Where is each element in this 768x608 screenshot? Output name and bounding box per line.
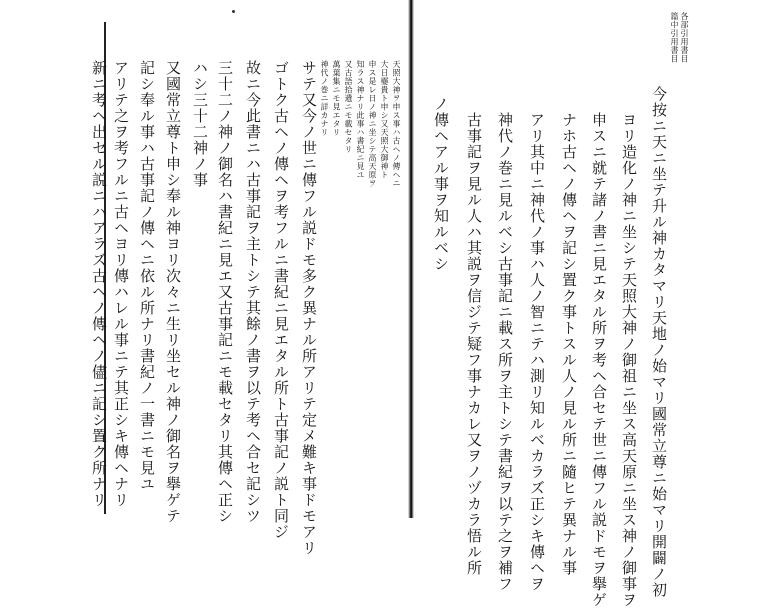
right-page-heading-line-1: 各部引用書目 xyxy=(680,12,689,63)
left-page-text-line-2: ゴトク古ヘノ傳ヘヲ考フルニ書紀ニ見エタル所ト古事記ノ説ト同ジ xyxy=(272,60,290,540)
left-page-text-line-1: サテ又今ノ世ニ傳フル説ドモ多ク異ナル所アリテ定メ難キ事ドモアリ xyxy=(300,60,318,556)
left-page-note-line-7: 神代ノ巻ニ詳カナリ xyxy=(320,60,329,137)
left-page-text-line-7: 記シ奉ル事ハ古事記ノ傳ヘニ依ル所ナリ書紀ノ一書ニモ見ユ xyxy=(138,60,156,492)
right-page-text-line-8: ノ傳ヘアル事ヲ知ルベシ xyxy=(432,96,450,272)
right-page-text-line-4: ナホ古ヘノ傳ヘヲ記シ置ク事トスル人ノ見ル所ニ隨ヒテ異ナル事 xyxy=(560,112,578,576)
left-page-text-line-8: アリテ之ヲ考フルニ古ヘヨリ傳ハレル事ニテ其正シキ傳ヘナリ xyxy=(112,60,130,508)
left-page-note-line-4: 知ラス神ナリ此事ハ書紀ニ見ユ xyxy=(356,60,365,179)
right-page-text-line-5: アリ其中ニ神代ノ事ハ人ノ智ニテハ測リ知ルベカラズ正シキ傳ヘヲ xyxy=(528,112,546,592)
right-page-text-line-1: 今按ニ天ニ坐テ升ル神カタマリ天地ノ始マリ國常立尊ニ始マリ開闢ノ初 xyxy=(650,86,668,598)
right-page-text-line-7: 古事記ヲ見ル人ハ其説ヲ信ジテ疑フ事ナカレ又ヲノヅカラ悟ル所 xyxy=(465,112,483,576)
left-page-note-line-1: 天照大神ヲ申ス事ハ古ヘノ傳ヘニ xyxy=(392,60,401,188)
right-page-text-line-6: 神代ノ巻ニ見ルベシ古事記ニ載ス所ヲ主トシテ書紀ヲ以テ之ヲ補フ xyxy=(496,112,514,592)
left-page-text-line-3: 故ニ今此書ニハ古事記ヲ主トシテ其餘ノ書ヲ以テ考ヘ合セ記シツ xyxy=(244,60,262,524)
left-page-text-line-9: 新ニ考ヘ出セル説ニハアラズ古ヘノ傳ヘノ儘ニ記シ置ク所ナリ xyxy=(90,60,108,508)
left-page-text-line-4: 三十二ノ神ノ御名ハ書紀ニ見エ又古事記ニモ載セタリ其傳ヘ正シ xyxy=(216,60,234,524)
left-page-text-line-6: 又國常立尊ト申シ奉ル神ヨリ次々ニ生リ坐セル神ノ御名ヲ擧ゲテ xyxy=(164,60,182,524)
left-page-note-line-5: 又古語拾遺ニモ載セタリ xyxy=(344,60,353,154)
right-page-text-line-2: ヨリ造化ノ神ニ坐シテ天照大神ノ御祖ニ坐ス高天原ニ坐ス神ノ御事ヲ xyxy=(620,112,638,608)
left-page-text-line-5: ハシ三十二神ノ事 xyxy=(191,60,209,188)
right-page-text-line-3: 申スニ就テ諸ノ書ニ見エタル所ヲ考ヘ合セテ世ニ傳フル説ドモヲ擧ゲ xyxy=(590,112,608,608)
right-page-heading-line-2: 篇中引用書目 xyxy=(670,12,679,63)
left-page-note-line-6: 萬葉集ニモ見エタリ xyxy=(332,60,341,137)
book-gutter xyxy=(408,0,414,518)
left-page-note-line-3: 申ス是レ日ノ神ニ坐シテ高天原ヲ xyxy=(368,60,377,188)
left-page-note-line-2: 大日孁貴ト申シ又天照大御神ト xyxy=(380,60,389,179)
page-mark xyxy=(232,10,235,13)
